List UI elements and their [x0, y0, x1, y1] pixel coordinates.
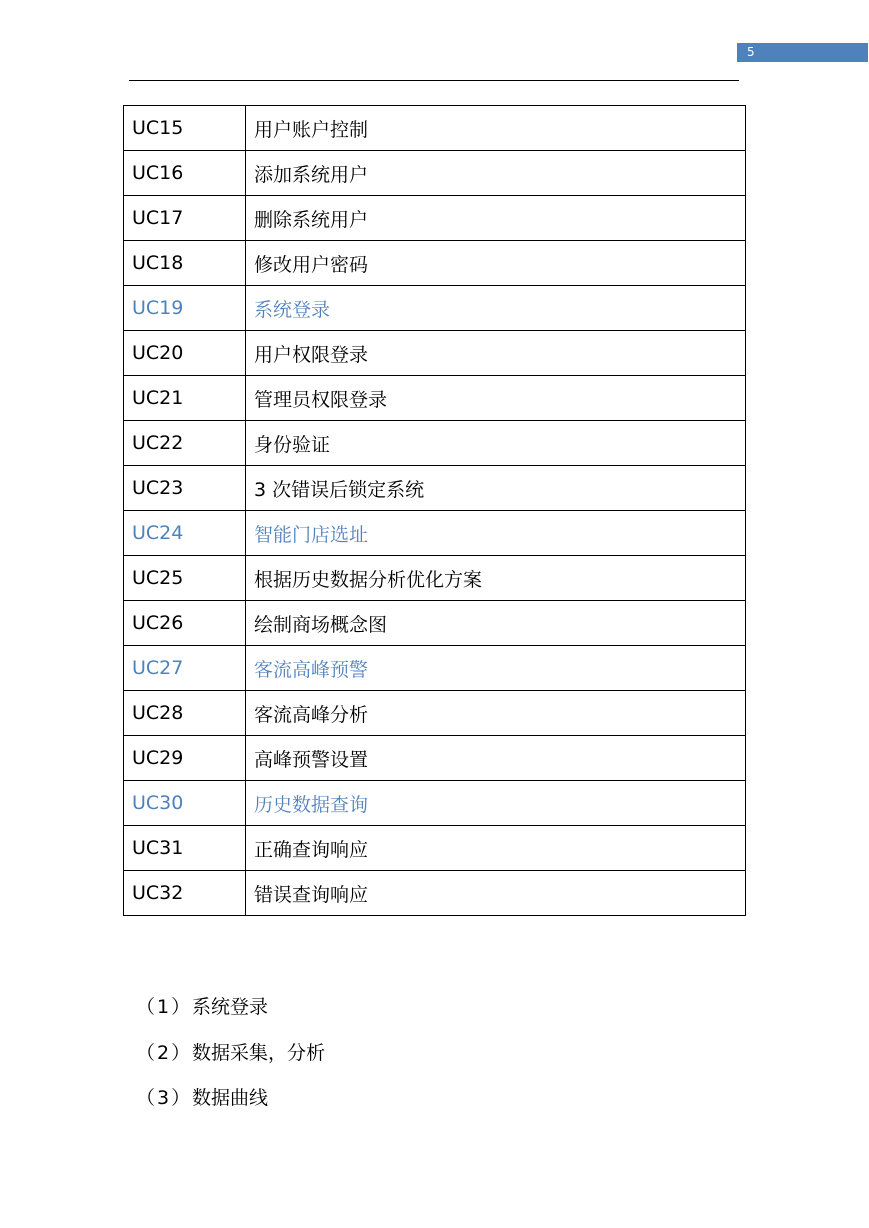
use-case-id: UC23 [124, 466, 246, 511]
use-case-name: 删除系统用户 [246, 196, 746, 241]
use-case-id: UC17 [124, 196, 246, 241]
list-item [136, 1079, 325, 1125]
use-case-name: 系统登录 [246, 286, 746, 331]
table-row [124, 871, 746, 916]
table-row [124, 331, 746, 376]
use-case-name: 错误查询响应 [246, 871, 746, 916]
table-row [124, 556, 746, 601]
use-case-name: 3 次错误后锁定系统 [246, 466, 746, 511]
use-case-id: UC20 [124, 331, 246, 376]
table-row [124, 106, 746, 151]
use-case-name: 客流高峰分析 [246, 691, 746, 736]
use-case-id: UC19 [124, 286, 246, 331]
table-row [124, 826, 746, 871]
use-case-name: 修改用户密码 [246, 241, 746, 286]
use-case-id: UC29 [124, 736, 246, 781]
use-case-id: UC18 [124, 241, 246, 286]
use-case-id: UC15 [124, 106, 246, 151]
use-case-name: 用户权限登录 [246, 331, 746, 376]
table-row [124, 241, 746, 286]
list-item [136, 988, 325, 1034]
use-case-id: UC25 [124, 556, 246, 601]
list-item [136, 1034, 325, 1080]
use-case-name: 根据历史数据分析优化方案 [246, 556, 746, 601]
table-row [124, 511, 746, 556]
table-row [124, 691, 746, 736]
list-item-text: 系统登录 [192, 996, 269, 1018]
use-case-id: UC26 [124, 601, 246, 646]
header-rule [129, 80, 739, 81]
table-row [124, 421, 746, 466]
list-item-number: （3） [136, 1087, 193, 1109]
use-case-name: 身份验证 [246, 421, 746, 466]
list-item-number: （1） [136, 996, 193, 1018]
use-case-id: UC30 [124, 781, 246, 826]
use-case-name: 客流高峰预警 [246, 646, 746, 691]
table-row [124, 466, 746, 511]
use-case-name: 高峰预警设置 [246, 736, 746, 781]
use-case-name: 正确查询响应 [246, 826, 746, 871]
use-case-id: UC22 [124, 421, 246, 466]
table-row [124, 286, 746, 331]
use-case-id: UC32 [124, 871, 246, 916]
page-number: 5 [737, 43, 868, 62]
use-case-name: 智能门店选址 [246, 511, 746, 556]
use-case-id: UC16 [124, 151, 246, 196]
list-item-text: 数据采集，分析 [192, 1041, 326, 1064]
table-row [124, 736, 746, 781]
table-row [124, 646, 746, 691]
table-row [124, 196, 746, 241]
table-row [124, 376, 746, 421]
use-case-name: 添加系统用户 [246, 151, 746, 196]
list-item-text: 数据曲线 [192, 1087, 269, 1109]
section-list [136, 988, 325, 1125]
table-row [124, 781, 746, 826]
use-case-id: UC28 [124, 691, 246, 736]
table-row [124, 601, 746, 646]
use-case-name: 用户账户控制 [246, 106, 746, 151]
use-case-id: UC31 [124, 826, 246, 871]
use-case-name: 管理员权限登录 [246, 376, 746, 421]
use-case-table [123, 105, 746, 916]
list-item-number: （2） [136, 1041, 193, 1064]
table-body [124, 106, 746, 916]
use-case-name: 历史数据查询 [246, 781, 746, 826]
table-row [124, 151, 746, 196]
use-case-id: UC27 [124, 646, 246, 691]
use-case-id: UC21 [124, 376, 246, 421]
use-case-name: 绘制商场概念图 [246, 601, 746, 646]
use-case-id: UC24 [124, 511, 246, 556]
